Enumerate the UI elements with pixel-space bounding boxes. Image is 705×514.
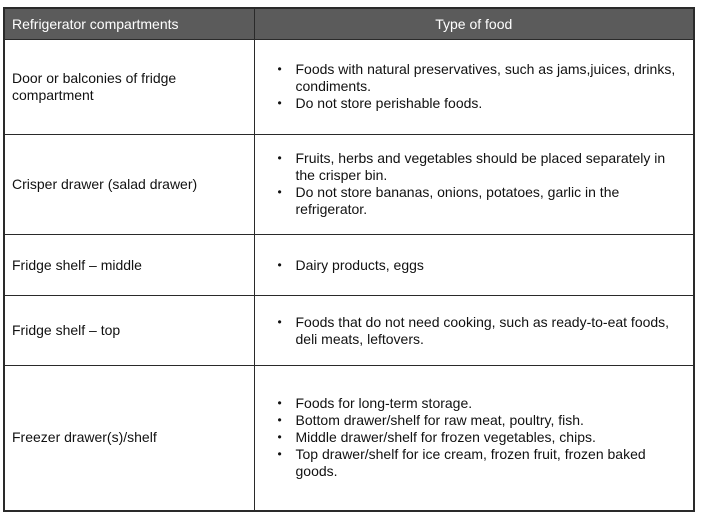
header-type-of-food: Type of food — [254, 8, 694, 40]
bullet-icon: • — [277, 447, 282, 462]
table-header-row — [4, 8, 694, 40]
list-item — [278, 395, 686, 412]
list-item-text: Foods that do not need cooking, such as ready-to-eat foods, deli meats, leftovers. — [295, 313, 670, 347]
list-item — [278, 429, 686, 446]
list-item-text: Middle drawer/shelf for frozen vegetables, chips. — [295, 429, 596, 446]
list-item — [278, 184, 686, 218]
food-cell — [254, 296, 694, 365]
table-row — [4, 235, 694, 296]
table-row — [4, 296, 694, 365]
compartment-cell: Door or balconies of fridge compartment — [4, 40, 254, 135]
bullet-icon: • — [277, 430, 282, 445]
header-compartments: Refrigerator compartments — [4, 8, 254, 40]
bullet-icon: • — [277, 185, 282, 200]
table-row — [4, 40, 694, 135]
bullet-icon: • — [277, 151, 282, 166]
list-item — [278, 257, 686, 274]
list-item-text: Foods with natural preservatives, such as jams,juices, drinks, condiments. — [295, 61, 676, 95]
compartment-cell: Fridge shelf – middle — [4, 235, 254, 296]
food-cell — [254, 134, 694, 235]
food-list — [255, 150, 694, 218]
food-list — [255, 395, 694, 480]
compartment-cell: Fridge shelf – top — [4, 296, 254, 365]
list-item — [278, 150, 686, 184]
list-item — [278, 412, 686, 429]
list-item-text: Bottom drawer/shelf for raw meat, poultry, fish. — [295, 412, 584, 429]
list-item-text: Top drawer/shelf for ice cream, frozen fruit, frozen baked goods. — [295, 446, 646, 480]
bullet-icon: • — [277, 62, 282, 77]
list-item — [278, 61, 686, 95]
list-item-text: Do not store bananas, onions, potatoes, garlic in the refrigerator. — [295, 184, 620, 218]
list-item-text: Dairy products, eggs — [295, 256, 424, 273]
compartment-cell: Freezer drawer(s)/shelf — [4, 365, 254, 511]
list-item — [278, 314, 686, 348]
table-row — [4, 134, 694, 235]
compartment-cell: Crisper drawer (salad drawer) — [4, 134, 254, 235]
bullet-icon: • — [277, 96, 282, 111]
bullet-icon: • — [277, 413, 282, 428]
food-list — [255, 61, 694, 112]
list-item — [278, 95, 686, 112]
refrigerator-storage-table — [3, 7, 695, 512]
list-item-text: Do not store perishable foods. — [295, 95, 483, 112]
bullet-icon: • — [277, 257, 282, 272]
food-cell — [254, 365, 694, 511]
food-cell — [254, 40, 694, 135]
food-cell — [254, 235, 694, 296]
list-item — [278, 446, 686, 480]
bullet-icon: • — [277, 396, 282, 411]
food-list — [255, 314, 694, 348]
bullet-icon: • — [277, 314, 282, 329]
list-item-text: Foods for long-term storage. — [295, 395, 473, 412]
list-item-text: Fruits, herbs and vegetables should be placed separately in the crisper bin. — [295, 150, 666, 184]
food-list — [255, 257, 694, 274]
table-row — [4, 365, 694, 511]
